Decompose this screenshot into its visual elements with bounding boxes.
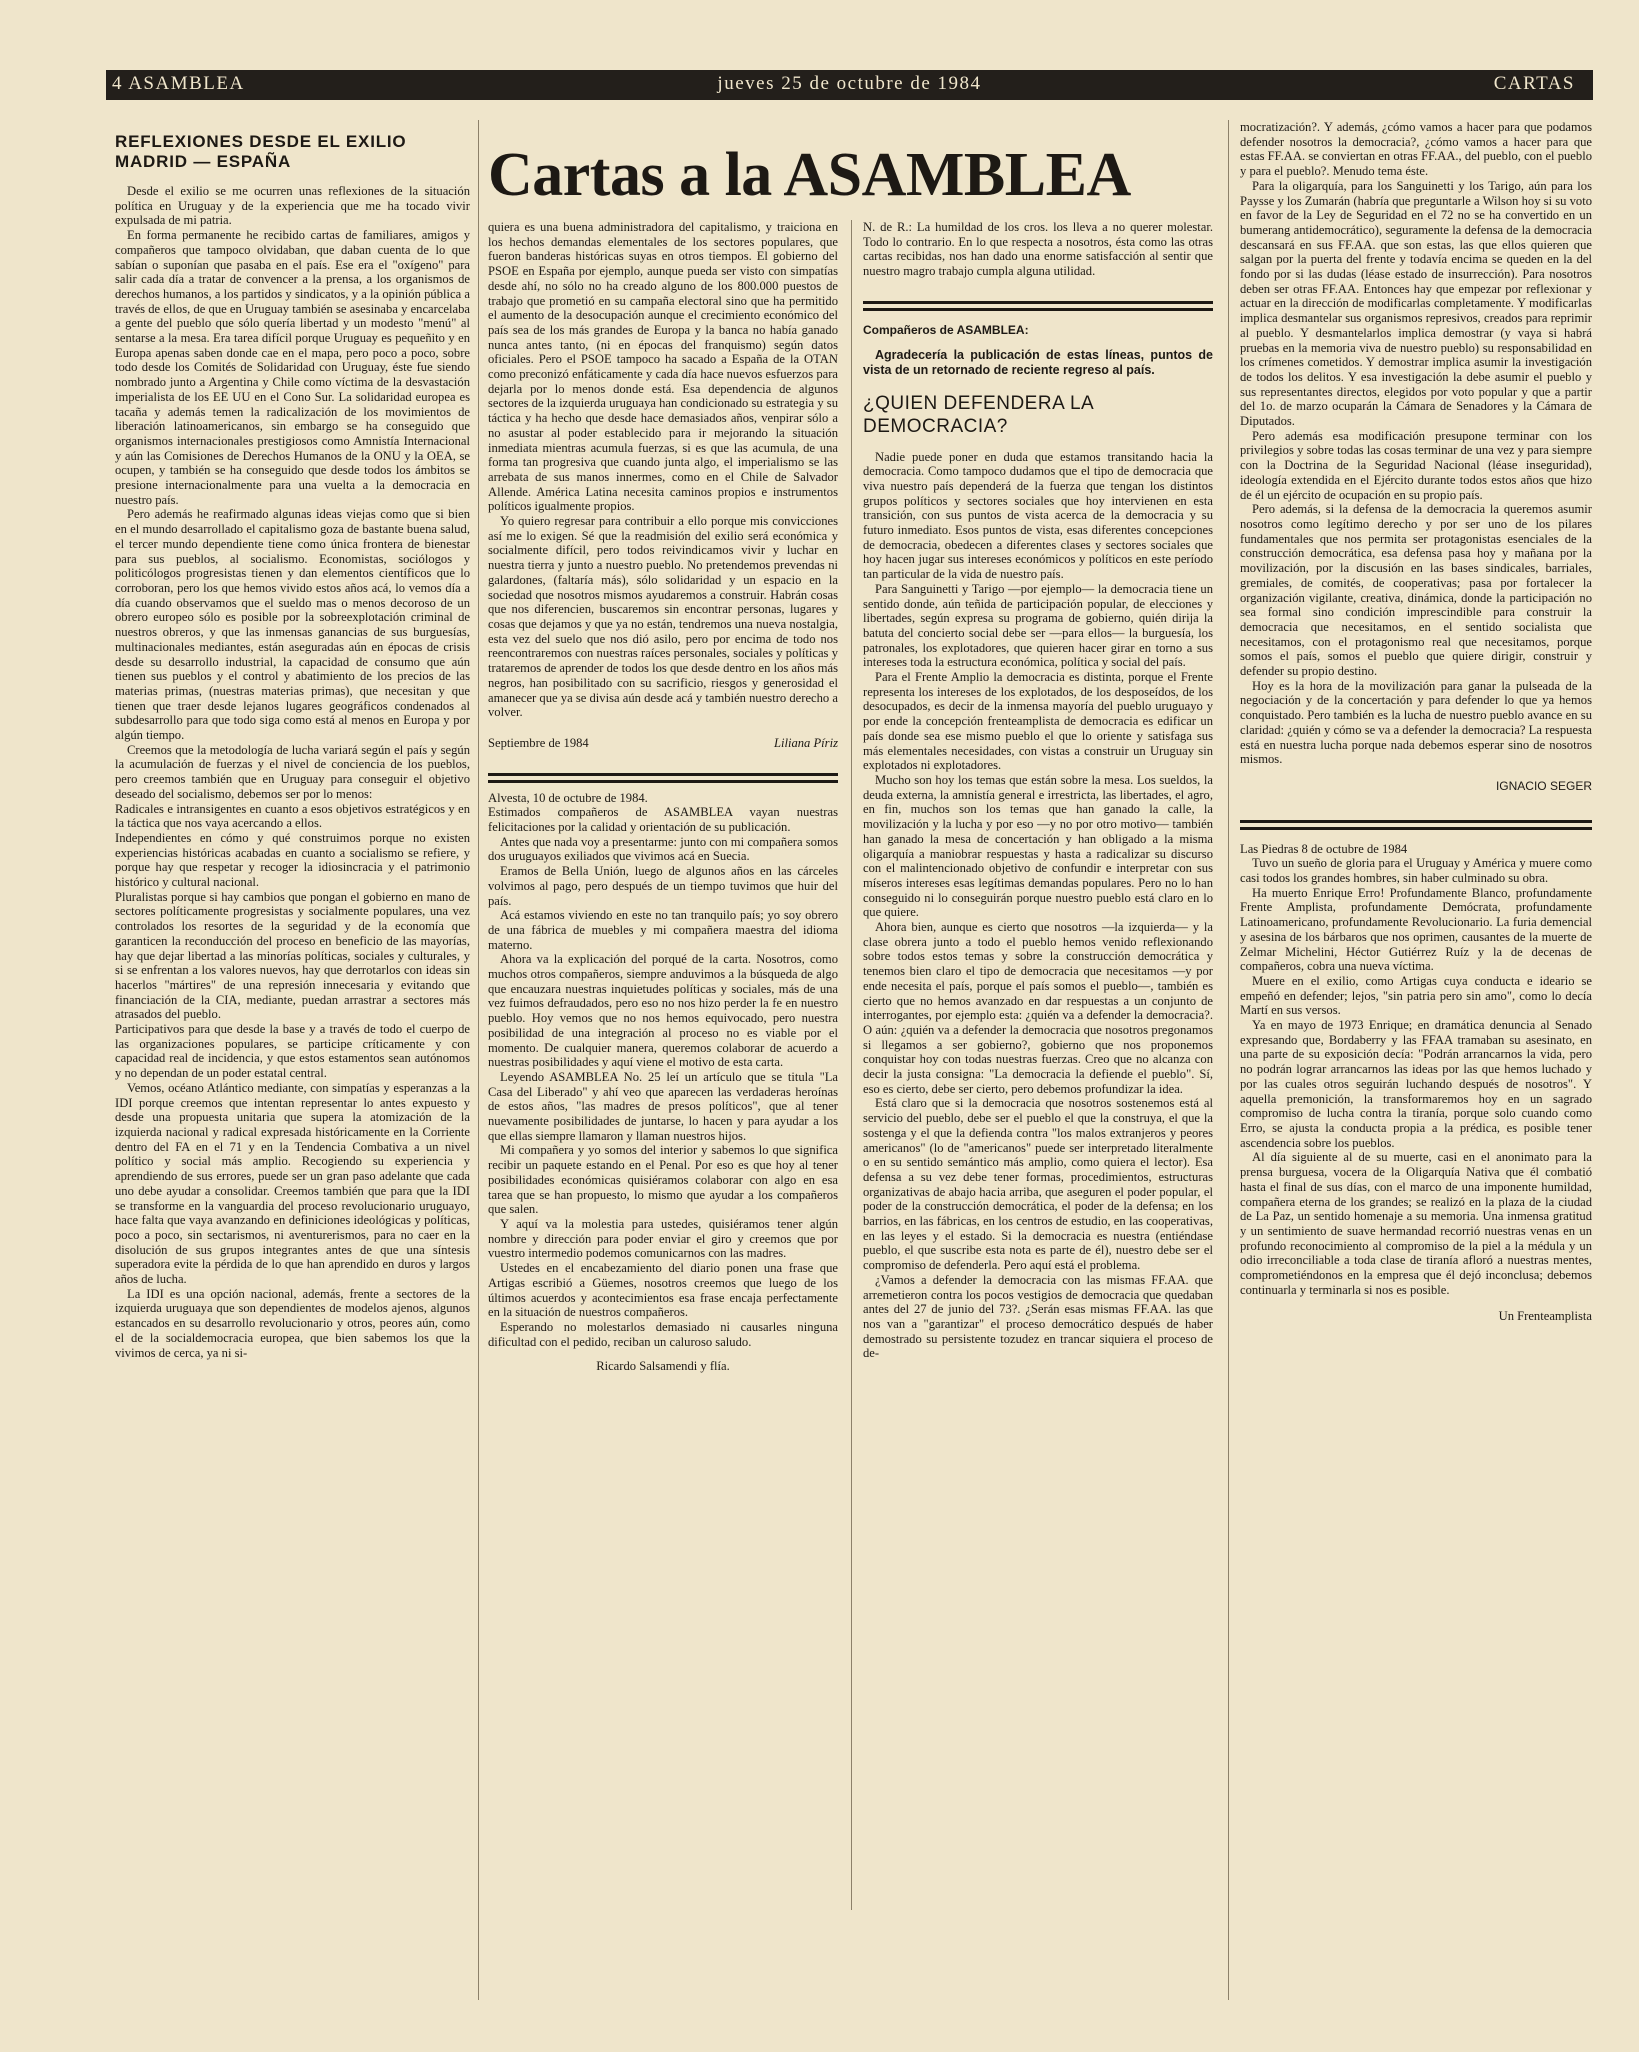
letter-signature: Liliana Píriz [773, 735, 838, 750]
page-header-bar [106, 70, 1593, 100]
paragraph: En forma permanente he recibido cartas de familiares, amigos y compañeros que tampoco olvidaban, que daban cuenta de lo que sabían o suponían que pasaba en el país. Ese era el "oxígeno" para salir cada día a tratar de convencer a la prensa, a los organismos de derechos humanos, a los partidos y sindicatos, y a la opinión pública a través de ellos, de que en Uruguay también se asesinaba y encarcelaba a gente del pueblo que sólo quería libertad y un modesto "menú" al sentarse a la mesa. Era tarea difícil porque Uruguay es pequeñito y en Europa apenas saben donde cae en el mapa, pero poco a poco, sobre todo desde los Comités de Solidaridad con Uruguay, éste fue siendo nombrado junto a Argentina y Chile como víctima de la desvastación imperialista de los EE UU en el Cono Sur. La solidaridad europea es tacaña y además temen la radicalización de los movimientos de liberación latinoamericanos, sin embargo se ha conseguido que organismos internacionales prestigiosos como Amnistía Internacional y aún las Comisiones de Derechos Humanos de la ONU y la OEA, se ocupen, y también se ha conseguido que desde todos los ámbitos se presione internacionalmente para una vuelta a la democracia en nuestro país. [115, 228, 470, 507]
letter-exilio [115, 120, 470, 1360]
paragraph: Pero además esa modificación presupone terminar con los privilegios y sobre todas las cosas terminar de una vez y para siempre con la Doctrina de la Seguridad Nacional (léase inseguridad), ideología extendida en el Ejército durante todos estos años que hizo de él un ejército de ocupación en su propio país. [1240, 428, 1592, 502]
paragraph: Ya en mayo de 1973 Enrique; en dramática denuncia al Senado expresando que, Bordaberry y las FFAA tramaban su asesinato, en una parte de su exposición decía: "Podrán arrancarnos la vida, pero no podrán lograr arrancarnos las ideas por las que hemos luchado y por las cuales otros seguirán luchando después de nosotros". Y aquella premonición, la transformaremos hoy en un sagrado compromiso de lucha contra la tiranía, porque solo cuando como Erro, se ajusta la conducta propia a la prédica, es posible tener ascendencia sobre los pueblos. [1240, 1018, 1592, 1150]
letter-date: Septiembre de 1984 [488, 735, 589, 750]
paragraph: ¿Vamos a defender la democracia con las mismas FF.AA. que arremetieron contra los pocos vestigios de democracia que quedaban antes del 27 de junio del 73?. ¿Serán esas mismas FF.AA. las que nos van a "garantizar" el proceso democrático después de haber demostrado su persistente tozudez en trancar siquiera el proceso de de- [863, 1272, 1213, 1361]
paragraph: La IDI es una opción nacional, además, frente a sectores de la izquierda uruguaya que son dependientes de modelos ajenos, algunos estancados en su desarrollo revolucionario y otros, peores aún, como el de la socialdemocracia europea, que bien sabemos los que la vivimos de cerca, ya ni si- [115, 1286, 470, 1360]
header-section-name: CARTAS [1493, 73, 1575, 94]
paragraph: Radicales e intransigentes en cuanto a esos objetivos estratégicos y en la táctica que nos vaya acercando a ellos. [115, 801, 470, 831]
section-rule [863, 301, 1213, 304]
paragraph: Antes que nada voy a presentarme: junto con mi compañera somos dos uruguayos exiliados que vivimos acá en Suecia. [488, 834, 838, 864]
paragraph: Tuvo un sueño de gloria para el Uruguay y América y muere como casi todos los grandes hombres, sin haber culminado su obra. [1240, 856, 1592, 886]
paragraph: Pluralistas porque si hay cambios que pongan el gobierno en mano de sectores políticamente progresistas y socialmente populares, una vez controlados los resortes de la seguridad y de la economía que garanticen la reconducción del proceso en beneficio de las mayorías, hay que dejar libertad a las minorías políticas, sociales y culturales, y si se enfrentan a los valores nuevos, hay que derrotarlos con ideas sin hacerlos "mártires" de una represión innecesaria y evitando que financiación de la CIA, mediante, puedan arrastrar a sectores más atrasados del pueblo. [115, 889, 470, 1022]
paragraph: Pero además, si la defensa de la democracia la queremos asumir nosotros como legítimo derecho y por ser uno de los pilares fundamentales que nos permita ser protagonistas esenciales de la construcción democrática, esa defensa pasa hoy y mañana por la movilización, por la discusión en las bases sindicales, barriales, gremiales, de comités, de cooperativas; pasa por fortalecer la organización vigilante, creativa, dinámica, donde la participación no sea formal sino condición imprescindible para construir la democracia que necesitamos, en el sentido socialista que necesitamos, con el protagonismo real que necesitamos, porque somos el país, somos el pueblo que quiere dirigir, construir y defender su propio destino. [1240, 502, 1592, 679]
letter-exilio-continued [488, 220, 838, 1374]
column-divider [1228, 120, 1229, 2000]
paragraph: Creemos que la metodología de lucha variará según el país y según la acumulación de fuerzas y el nivel de conciencia de los pueblos, pero creemos también que en Uruguay para conseguir el objetivo deseado del socialismo, debemos ser por lo menos: [115, 742, 470, 801]
letter-signature: Ricardo Salsamendi y flía. [596, 1359, 730, 1374]
paragraph: Esperando no molestarlos demasiado ni causarles ninguna dificultad con el pedido, reciban un caluroso saludo. [488, 1319, 838, 1349]
section-rule [1240, 827, 1592, 830]
paragraph: Estimados compañeros de ASAMBLEA vayan nuestras felicitaciones por la calidad y orientación de su publicación. [488, 805, 838, 835]
paragraph: Yo quiero regresar para contribuir a ello porque mis convicciones así me lo exigen. Sé que la readmisión del exilio será económica y socialmente difícil, pero todos reivindicamos vivir y luchar en nuestra tierra y junto a nuestro pueblo. No pretendemos prevendas ni galardones, (faltaría más), sólo solidaridad y un espacio en la sociedad que nosotros mismos ayudaremos a construir. Habrán cosas que nos diferencien, buscaremos sin encontrar personas, lugares y cosas que dejamos y que ya no están, tendremos una nueva nostalgia, esta vez del suelo que nos dió asilo, pero por encima de todo nos reencontraremos con nuestras raíces personales, sociales y políticas y trataremos de aprender de todos los que desde dentro en los años más negros, han posibilitado con su sacrificio, riesgos y generosidad el amanecer que ya se divisa aún desde acá y también nuestro derecho a volver. [488, 514, 838, 720]
paragraph: Leyendo ASAMBLEA No. 25 leí un artículo que se titula "La Casa del Liberado" y ahí veo que aparecen las verdaderas heroínas de estos años, "las madres de presos políticos", que al tener nuevamente posibilidades de juntarse, lo hacen y para ayudar a los que ellas siempre llamaron y llaman nuestros hijos. [488, 1069, 838, 1143]
section-rule [488, 773, 838, 776]
letter-lead: Agradecería la publicación de estas líneas, puntos de vista de un retornado de reciente regreso al país. [863, 347, 1213, 377]
paragraph: Mucho son hoy los temas que están sobre la mesa. Los sueldos, la deuda externa, la amnistía general e irrestricta, las libertades, el agro, en fin, muchos son los temas que han ganado la calle, la movilización y la lucha y por eso —y no por otro motivo— también han ganado la mesa de concertación y han obligado a la misma oligarquía a maniobrar respuestas y hasta a radicalizar su discurso con el malintencionado objetivo de confundir e interpretar con sus míseros intereses esas legítimas demandas populares. Pero no lo han conseguido ni lo conseguirán porque nuestro pueblo está claro en lo que quiere. [863, 772, 1213, 920]
paragraph: Acá estamos viviendo en este no tan tranquilo país; yo soy obrero de una fábrica de muebles y mi compañera maestra del idioma materno. [488, 908, 838, 952]
paragraph: Mi compañera y yo somos del interior y sabemos lo que significa recibir un paquete estando en el Penal. Por eso es que hoy al tener posibilidades económicas quisiéramos colaborar con algo en esa tarea que se han propuesto, lo mismo que ayudar a los compañeros que salen. [488, 1143, 838, 1217]
paragraph: mocratización?. Y además, ¿cómo vamos a hacer para que podamos defender nosotros la democracia?, ¿cómo vamos a hacer para que estas FF.AA. se conviertan en otras FF.AA., del pueblo, con el pueblo y para el pueblo?. Menudo tema éste. [1240, 120, 1592, 179]
paragraph: Ahora va la explicación del porqué de la carta. Nosotros, como muchos otros compañeros, siempre anduvimos a la búsqueda de algo que encauzara nuestras inquietudes políticas y sociales, más de una vez fuimos defraudados, pero eso no nos hizo perder la fe en nuestro pueblo. Hoy vemos que no nos hemos equivocado, pero nuestra posibilidad de una integración al proceso no es viable por el momento. De cualquier manera, queremos colaborar de acuerdo a nuestras posibilidades y aquí viene el motivo de esta carta. [488, 952, 838, 1070]
letter-salutation: Compañeros de ASAMBLEA: [863, 322, 1029, 337]
letter-signature: IGNACIO SEGER [1495, 778, 1592, 793]
section-rule [488, 780, 838, 783]
paragraph: Independientes en cómo y qué construimos porque no existen experiencias históricas acabadas en cuanto a socialismo se refiere, y porque hay que respetar y recoger la idiosincracia y el patrimonio histórico y cultural nacional. [115, 830, 470, 890]
page-title: Cartas a la ASAMBLEA [488, 141, 1131, 209]
editor-note: N. de R.: La humildad de los cros. los lleva a no querer molestar. Todo lo contrario. En lo que respecta a nosotros, ésta como las otras cartas recibidas, nos han dado una enorme satisfacción al sentir que nuestro magro trabajo cumpla alguna utilidad. [863, 220, 1213, 279]
section-rule [1240, 820, 1592, 823]
paragraph: Eramos de Bella Unión, luego de algunos años en las cárceles volvimos al pago, pero después de un tiempo tuvimos que huir del país. [488, 864, 838, 908]
column-divider [851, 220, 852, 1910]
paragraph: Ahora bien, aunque es cierto que nosotros —la izquierda— y la clase obrera junto a todo el pueblo hemos venido reflexionando sobre todos estos temas y sobre la construcción democrática y tenemos bien claro el tipo de democracia que necesitamos —y por ende necesita el país, porque el país somos el pueblo—, también es cierto que no hemos avanzado en dar respuestas a un conjunto de interrogantes, por ejemplo esta: ¿quién va a defender la democracia?. O aún: ¿quién va a defender la democracia que nosotros pregonamos si llegamos a ser gobierno?, gobierno que nos proponemos conquistar hoy con todas nuestras fuerzas. Creo que no alcanza con decir la justa consigna: "La democracia la defiende el pueblo". Sí, eso es cierto, debe ser cierto, pero debemos profundizar la idea. [863, 920, 1213, 1096]
letter-democracia-continued [1240, 120, 1592, 1324]
letter-dateline: Las Piedras 8 de octubre de 1984 [1240, 841, 1408, 856]
paragraph: Pero además he reafirmado algunas ideas viejas como que si bien en el mundo desarrollado el capitalismo goza de bastante buena salud, el tercer mundo dependiente tiene como única frontera de bienestar para sus pueblos, al socialismo. Economistas, sociólogos y politicólogos progresistas tienen y dan elementos científicos que lo corroboran, pero los que hemos vivido estos años acá, lo vemos día a día cuando observamos que el sueldo mas o menos decoroso de un obrero europeo sólo es posible por la sobreexplotación criminal de nuestros obreros, y que las inmensas ganancias de sus burguesías, multinacionales mediantes, están aseguradas aún en épocas de crisis desde su desarrollo industrial, la capacidad de consumo que aún tienen sus pueblos y el control y abatimiento de los precios de las materias primas, (nuestras materias primas), que necesitan y que tienen que traer desde lejanos lugares geográficos condenados al subdesarrollo para que todo siga como está al menos en Europa y por algún tiempo. [115, 507, 470, 743]
letter-signature: Un Frenteamplista [1498, 1309, 1592, 1324]
header-date: jueves 25 de octubre de 1984 [717, 73, 982, 94]
letter-democracia [863, 220, 1213, 1361]
paragraph: Hoy es la hora de la movilización para ganar la pulseada de la negociación y de la concertación y para defender lo que ya hemos conquistado. Pero también es la lucha de nuestro pueblo avance en su claridad: ¿quién y cómo se va a defender la democracia? La respuesta está en nuestra lucha porque nada debemos esperar sino de nosotros mismos. [1240, 678, 1592, 767]
header-section-label: 4 ASAMBLEA [112, 73, 245, 94]
paragraph: Para Sanguinetti y Tarigo —por ejemplo— la democracia tiene un sentido donde, aún teñida de participación popular, de elecciones y libertades, según expresa su programa de gobierno, quién dirija la batuta del concierto social debe ser —para ellos— la burguesía, los patronales, los explotadores, que quieren hacer girar en torno a sus intereses toda la estructura económica, política y social del país. [863, 581, 1213, 670]
paragraph: Nadie puede poner en duda que estamos transitando hacia la democracia. Como tampoco dudamos que el tipo de democracia que viva nuestro país dependerá de la fuerza que tengan los distintos grupos políticos y sectores sociales que hoy intervienen en esta transición, con sus puntos de vista acerca de la democracia y su futuro inmediato. Esos puntos de vista, esas diferentes concepciones de democracia, obedecen a diferentes clases y sectores sociales que hoy hacen jugar sus intereses económicos y políticos en este período tan particular de la vida de nuestro país. [863, 449, 1213, 582]
section-rule [863, 308, 1213, 311]
letter-heading: REFLEXIONES DESDE EL EXILIO MADRID — ESPAÑA [115, 132, 407, 171]
column-divider [478, 120, 479, 2000]
paragraph: Vemos, océano Atlántico mediante, con simpatías y esperanzas a la IDI porque creemos que intentan representar lo antes expuesto y desde una propuesta unitaria que supera la atomización de la izquierda nacional y radical expresada históricamente en la Corriente dentro del FA en el 71 y en la Tendencia Combativa a un nivel político y social más amplio. Recogiendo su experiencia y aprendiendo de sus errores, puede ser un gran paso adelante que cada uno debe ayudar a consolidar. Creemos también que para que la IDI se transforme en la vanguardia del proceso revolucionario uruguayo, hace falta que vaya avanzando en definiciones ideológicas y políticas, poco a poco, sin sectarismos, ni aventurerismos, para no caer en la disolución de sus grupos integrantes antes de que una síntesis superadora evite la pérdida de lo que han aprendido en duros y largos años de lucha. [115, 1080, 470, 1287]
paragraph: Y aquí va la molestia para ustedes, quisiéramos tener algún nombre y dirección para poder enviar el giro y creemos que por vuestro intermedio podemos comunicarnos con las madres. [488, 1217, 838, 1261]
paragraph: Está claro que si la democracia que nosotros sostenemos está al servicio del pueblo, debe ser el pueblo el que la construya, el que la sostenga y el que la defienda contra "los malos extranjeros y peores americanos" (lo de "americanos" puede ser interpretado literalmente o en su sentido semántico más amplio, como quiera el lector). Esa defensa a su vez debe tener formas, procedimientos, estructuras organizativas de abajo hacia arriba, que aseguren el poder popular, el poder de la construcción democrática, el poder de la defensa; en los barrios, en las fábricas, en los centros de estudio, en las cooperativas, en las leyes y el estado. Si la democracia es nuestra (entiéndase pueblo, el que suscribe esta nota es parte de él), nuestro debe ser el compromiso de defenderla. Pero aquí está el problema. [863, 1096, 1213, 1273]
letter-title: ¿QUIEN DEFENDERA LA DEMOCRACIA? [863, 392, 1095, 437]
paragraph: Desde el exilio se me ocurren unas reflexiones de la situación política en Uruguay y de la experiencia que me ha tocado vivir expulsada de mi patria. [115, 184, 470, 228]
paragraph: Muere en el exilio, como Artigas cuya conducta e ideario se empeñó en defender; lejos, "sin patria pero sin amo", como lo decía Martí en sus versos. [1240, 973, 1592, 1018]
paragraph: Para el Frente Amplio la democracia es distinta, porque el Frente representa los intereses de los explotados, de los desposeídos, de los desocupados, es decir de la inmensa mayoría del pueblo uruguayo y por ende la concepción frenteamplista de democracia es edificar un país donde sea ese mismo pueblo el que lo oriente y satisfaga sus más elementales necesidades, con vistas a construir un Uruguay sin explotados ni explotadores. [863, 670, 1213, 773]
letter-footer [488, 736, 838, 751]
paragraph: quiera es una buena administradora del capitalismo, y traiciona en los hechos demandas elementales de los sectores populares, que fueron banderas históricas suyas en otros tiempos. El gobierno del PSOE en España por ejemplo, aunque pueda ser visto con simpatías desde ahí, no sólo no ha creado alguno de los 800.000 puestos de trabajo que prometió en su campaña electoral sino que ha permitido el aumento de la desocupación aunque el crecimiento económico del país sea de los más grandes de Europa y la banca no había ganado nunca antes tanto, (ni en épocas del franquismo) según datos oficiales. Pero el PSOE tampoco ha sacado a España de la OTAN como preconizó enfáticamente y cada día hace nuevos esfuerzos para dejarla por lo menos donde está. Esa dependencia de algunos sectores de la izquierda uruguaya han condicionado su estrategia y su táctica y ha hecho que desde hace demasiados años, venpirar sólo a no asustar al poder establecido para ir mejorando la situación inmediata mientras acumula fuerzas, si es que las acumula, de una forma tan progresiva que cuando junta algo, el imperialismo se las arrebata de sus manos innermes, como en el Chile de Salvador Allende. América Latina necesita caminos propios e instrumentos políticos igualmente propios. [488, 220, 838, 514]
letter-dateline: Alvesta, 10 de octubre de 1984. [488, 790, 648, 805]
paragraph: Ustedes en el encabezamiento del diario ponen una frase que Artigas escribió a Güemes, nosotros creemos que luego de los últimos acuerdos y acontecimientos esa frase encaja perfectamente en la situación de nuestros compañeros. [488, 1261, 838, 1320]
paragraph: Participativos para que desde la base y a través de todo el cuerpo de las organizaciones populares, se participe críticamente y con capacidad real de incidencia, y que estos estamentos sean autónomos y no dependan de un poder estatal central. [115, 1022, 470, 1081]
paragraph: Ha muerto Enrique Erro! Profundamente Blanco, profundamente Frente Amplista, profundamente Demócrata, profundamente Latinoamericano, profundamente Revolucionario. La furia demencial y asesina de los bárbaros que nos oprimen, causantes de la muerte de Zelmar Michelini, Héctor Gutiérrez Ruíz y la de decenas de compañeros, cobra una nueva víctima. [1240, 885, 1592, 974]
paragraph: Al día siguiente al de su muerte, casi en el anonimato para la prensa burguesa, vocera de la Oligarquía Nativa que él combatió hasta el final de sus días, con el marco de una imponente humildad, compañera eterna de los grandes; se realizó en la plaza de la ciudad de La Paz, un sentido homenaje a su memoria. Una inmensa gratitud y un sentimiento de suave hermandad recorrió nuestras venas en un profundo reconocimiento al compromiso de la piel a la médula y un odio irreconciliable a toda clase de tiranía afloró a nuestras mentes, comprometiéndonos en la empresa que él dejó inconclusa; debemos continuarla y terminarla si nos es posible. [1240, 1150, 1592, 1297]
paragraph: Para la oligarquía, para los Sanguinetti y los Tarigo, aún para los Paysse y los Zumarán (habría que preguntarle a Wilson hoy si su voto en favor de la Ley de Seguridad en el 72 no se ha convertido en un bumerang antidemocrático), seguramente la defensa de la democracia descansará en sus FF.AA. que son estas, las que ellos quieren que salgan por la puerta del frente y todavía encima se queden en la del fondo por si las dudas (léase estado de insurrección). Para nosotros deben ser otras FF.AA. Entonces hay que empezar por reflexionar y actuar en la dirección de modificarlas completamente. Y modificarlas implica desmantelar sus organismos represivos, creados para reprimir al pueblo. Y desmantelarlos implica demostrar (y vaya si habrá pruebas en la memoria viva de nuestro pueblo) su responsabilidad en los crímenes cometidos. Y demostrar implica asumir la investigación de todos los delitos. Y esa investigación la debe asumir el pueblo y sus representantes directos, elegidos por voto popular y que a partir del 1o. de marzo ocuparán la Cámara de Senadores y la Cámara de Diputados. [1240, 178, 1592, 429]
